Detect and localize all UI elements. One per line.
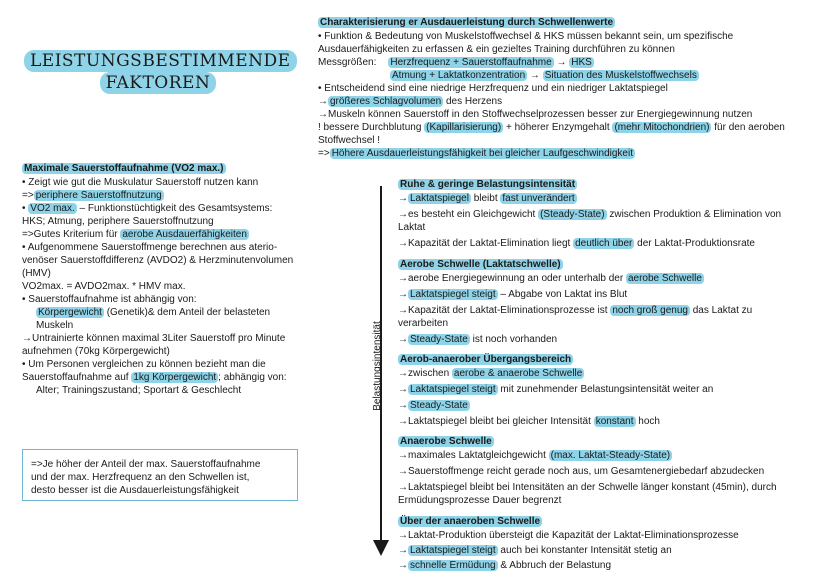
vo2max-line: • Aufgenommene Sauerstoffmenge berechnen aus aterio- bbox=[22, 242, 278, 253]
summary-line: und der max. Herzfrequenz an den Schwellen ist, bbox=[31, 472, 250, 483]
vo2max-section bbox=[22, 162, 293, 397]
vo2max-line: HKS; Atmung, periphere Sauerstoffnutzung bbox=[22, 216, 214, 227]
vo2max-line: • Zeigt wie gut die Muskulatur Sauerstoff nutzen kann bbox=[22, 177, 259, 188]
vo2max-heading: Maximale Sauerstoffaufnahme (VO2 max.) bbox=[24, 163, 224, 174]
section-line: →Sauerstoffmenge reicht gerade noch aus, um Gesamtenergiebedarf abzudecken bbox=[398, 466, 765, 477]
section-line: → Laktatspiegel steigt mit zunehmender Belastungsintensität weiter an bbox=[398, 384, 714, 395]
section-heading: Aerobe Schwelle (Laktatschwelle) bbox=[400, 259, 561, 270]
section-line: Laktat bbox=[398, 222, 426, 233]
section-line: → Laktatspiegel steigt – Abgabe von Laktat ins Blut bbox=[398, 289, 628, 300]
section-line: →es besteht ein Gleichgewicht (Steady-State) zwischen Produktion & Elimination von bbox=[398, 209, 782, 220]
vo2max-line: Alter; Trainingszustand; Sportart & Geschlecht bbox=[36, 385, 242, 396]
vo2max-line: • VO2 max. – Funktionstüchtigkeit des Gesamtsystems: bbox=[22, 203, 273, 214]
section-line: →zwischen aerobe & anaerobe Schwelle bbox=[398, 368, 583, 379]
vo2max-line: venöser Sauerstoffdifferenz (AVDO2) & Herzminutenvolumen bbox=[22, 255, 294, 266]
vo2max-line: => periphere Sauerstoffnutzung bbox=[22, 190, 162, 201]
top-line: • Entscheidend sind eine niedrige Herzfrequenz und ein niedriger Laktatspiegel bbox=[318, 83, 668, 94]
section-line: → Steady-State bbox=[398, 400, 468, 411]
vo2max-line: Körpergewicht (Genetik)& dem Anteil der belasteten bbox=[38, 307, 271, 318]
vo2max-formula: VO2max. = AVDO2max. * HMV max. bbox=[22, 281, 186, 292]
top-line: ! bessere Durchblutung (Kapillarisierung) + höherer Enzymgehalt (mehr Mitochondrien) für den aeroben bbox=[318, 122, 785, 133]
section-transition bbox=[398, 353, 713, 428]
vo2max-line: →Untrainierte können maximal 3Liter Sauerstoff pro Minute bbox=[22, 333, 286, 344]
section-line: →aerobe Energiegewinnung an oder unterhalb der aerobe Schwelle bbox=[398, 273, 702, 284]
vo2max-line: aufnehmen (70kg Körpergewicht) bbox=[22, 346, 170, 357]
title-line-2: FAKTOREN bbox=[100, 72, 217, 94]
section-anaerobic-threshold bbox=[398, 435, 777, 507]
vo2max-line: Muskeln bbox=[36, 320, 74, 331]
top-line: Messgrößen: Herzfrequenz + Sauerstoffaufnahme → HKS bbox=[318, 57, 592, 68]
page-title bbox=[24, 50, 292, 94]
section-line: →Kapazität der Laktat-Eliminationsprozesse ist noch groß genug das Laktat zu bbox=[398, 305, 753, 316]
top-line: => Höhere Ausdauerleistungsfähigkeit bei gleicher Laufgeschwindigkeit bbox=[318, 148, 633, 159]
summary-line: =>Je höher der Anteil der max. Sauerstoffaufnahme bbox=[31, 459, 261, 470]
top-line: Ausdauerfähigkeiten zu erfassen & ein gezieltes Training durchführen zu können bbox=[318, 44, 675, 55]
section-heading: Über der anaeroben Schwelle bbox=[400, 516, 541, 527]
section-line: → Laktatspiegel bleibt fast unverändert bbox=[398, 193, 575, 204]
section-line: → Laktatspiegel steigt auch bei konstanter Intensität stetig an bbox=[398, 545, 672, 556]
section-aerobic-threshold bbox=[398, 258, 752, 346]
top-heading: Charakterisierung er Ausdauerleistung durch Schwellenwerte bbox=[320, 17, 614, 28]
section-line: →maximales Laktatgleichgewicht (max. Laktat-Steady-State) bbox=[398, 450, 671, 461]
section-heading: Aerob-anaerober Übergangsbereich bbox=[400, 354, 572, 365]
top-section bbox=[318, 16, 785, 160]
top-line: → größeres Schlagvolumen des Herzens bbox=[318, 96, 503, 107]
top-line: Stoffwechsel ! bbox=[318, 135, 381, 146]
section-line: →Laktatspiegel bleibt bei gleicher Intensität konstant hoch bbox=[398, 416, 660, 427]
section-line: →Laktatspiegel bleibt bei Intensitäten an der Schwelle länger konstant (45min), durch bbox=[398, 482, 777, 493]
vo2max-line: Sauerstoffaufnahme auf 1kg Körpergewicht ; abhängig von: bbox=[22, 372, 287, 383]
vo2max-line: • Um Personen vergleichen zu können bezieht man die bbox=[22, 359, 266, 370]
section-line: Ermüdungsprozesse Dauer begrenzt bbox=[398, 495, 562, 506]
summary-line: desto besser ist die Ausdauerleistungsfähigkeit bbox=[31, 485, 239, 496]
section-heading: Anaerobe Schwelle bbox=[400, 436, 492, 447]
summary-box bbox=[22, 449, 298, 501]
title-line-1: LEISTUNGSBESTIMMENDE bbox=[24, 50, 297, 72]
top-line: Atmung + Laktatkonzentration → Situation des Muskelstoffwechsels bbox=[392, 70, 697, 81]
section-rest bbox=[398, 178, 781, 250]
arrow-down-icon bbox=[373, 540, 389, 556]
section-line: →Laktat-Produktion übersteigt die Kapazität der Laktat-Eliminationsprozesse bbox=[398, 530, 739, 541]
section-line: → Steady-State ist noch vorhanden bbox=[398, 334, 558, 345]
section-above-anaerobic bbox=[398, 515, 739, 572]
vo2max-line: (HMV) bbox=[22, 268, 51, 279]
intensity-axis-label: Belastungsintensität bbox=[372, 321, 383, 411]
vo2max-line: =>Gutes Kriterium für aerobe Ausdauerfähigkeiten bbox=[22, 229, 247, 240]
section-line: verarbeiten bbox=[398, 318, 449, 329]
section-line: →Kapazität der Laktat-Elimination liegt deutlich über der Laktat-Produktionsrate bbox=[398, 238, 755, 249]
top-line: →Muskeln können Sauerstoff in den Stoffwechselprozessen besser zur Energiegewinnung nutzen bbox=[318, 109, 753, 120]
vo2max-line: • Sauerstoffaufnahme ist abhängig von: bbox=[22, 294, 197, 305]
top-line: • Funktion & Bedeutung von Muskelstoffwechsel & HKS müssen bekannt sein, um spezifische bbox=[318, 31, 734, 42]
section-heading: Ruhe & geringe Belastungsintensität bbox=[400, 179, 576, 190]
section-line: → schnelle Ermüdung & Abbruch der Belastung bbox=[398, 560, 612, 571]
